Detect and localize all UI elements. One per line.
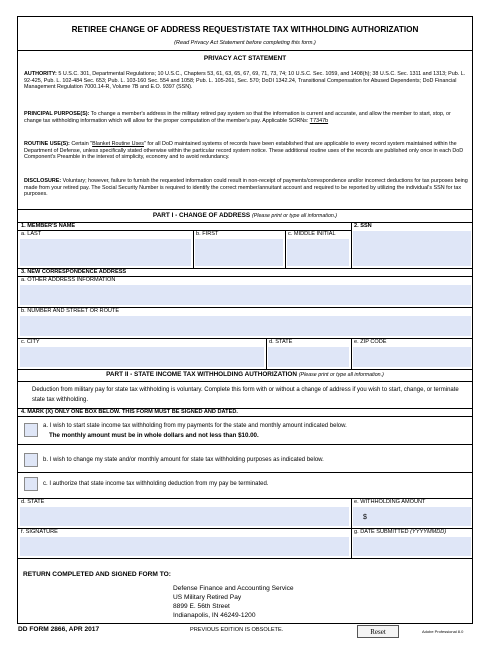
last-name-label: a. LAST — [21, 231, 42, 237]
new-address-label: 3. NEW CORRESPONDENCE ADDRESS — [21, 269, 127, 275]
first-name-label: b. FIRST — [196, 231, 219, 237]
option-b-label: b. I wish to change my state and/or monthly amount for state tax withholding purposes as indicated below. — [43, 457, 324, 463]
disclosure-paragraph — [24, 178, 468, 198]
sorn-link[interactable]: T7347b — [309, 117, 329, 124]
tax-state-input[interactable] — [20, 507, 349, 526]
other-address-input[interactable] — [20, 285, 471, 305]
disclosure-text: Voluntary; however, failure to furnish the requested information could result in non-receipt of payments/correspondence and/or incorrect deductions for tax purposes being made from your retired pay. The Social Security Number is required to identify the correct member/annuitant account and required to be reported by utilizing the individual's SSN for tax purposes. — [24, 178, 468, 198]
tax-state-label: d. STATE — [21, 499, 45, 505]
divider — [351, 338, 352, 369]
divider — [18, 338, 472, 339]
form-subtitle: (Read Privacy Act Statement before completing this form.) — [174, 40, 316, 46]
form-id: DD FORM 2866, APR 2017 — [18, 626, 100, 633]
option-a-note: The monthly amount must be in whole dollars and not less than $10.00. — [49, 432, 259, 439]
disclosure-label: DISCLOSURE: — [24, 178, 62, 184]
first-name-input[interactable] — [195, 239, 283, 266]
divider — [18, 222, 472, 223]
ssn-input[interactable] — [353, 231, 471, 266]
city-input[interactable] — [20, 347, 264, 367]
return-line-3: 8899 E. 56th Street — [173, 603, 230, 610]
reset-button[interactable]: Reset — [357, 625, 399, 638]
return-line-2: US Military Retired Pay — [173, 594, 242, 601]
zip-label: e. ZIP CODE — [354, 339, 387, 345]
signature-label: f. SIGNATURE — [21, 529, 58, 535]
routine-paragraph — [24, 141, 468, 161]
last-name-input[interactable] — [20, 239, 191, 266]
blanket-routine-uses-link[interactable]: Blanket Routine Uses — [92, 141, 144, 147]
option-c-checkbox[interactable] — [24, 477, 38, 491]
return-heading: RETURN COMPLETED AND SIGNED FORM TO: — [23, 571, 171, 578]
middle-initial-input[interactable] — [287, 239, 349, 266]
street-input[interactable] — [20, 316, 471, 336]
middle-initial-label: c. MIDDLE INITIAL — [288, 231, 336, 237]
part2-heading — [18, 371, 472, 378]
form-title: RETIREE CHANGE OF ADDRESS REQUEST/STATE TAX WITHHOLDING AUTHORIZATION — [71, 25, 419, 34]
divider — [18, 558, 472, 559]
routine-pre: Certain " — [69, 141, 93, 147]
divider — [18, 444, 472, 445]
obsolete-notice: PREVIOUS EDITION IS OBSOLETE. — [190, 627, 284, 633]
option-a-label: a. I wish to start state income tax withholding from my payments for the state and monthly amount indicated below. — [43, 423, 347, 429]
purpose-paragraph — [24, 111, 468, 124]
divider — [18, 416, 472, 417]
divider — [18, 50, 472, 51]
zip-input[interactable] — [353, 347, 471, 367]
divider — [18, 209, 472, 210]
divider — [18, 472, 472, 473]
member-name-label: 1. MEMBER'S NAME — [21, 223, 76, 229]
divider — [18, 369, 472, 370]
option-c-label: c. I authorize that state income tax withholding deduction from my pay be terminated. — [43, 481, 269, 487]
part2-intro: Deduction from military pay for state tax withholding is voluntary. Complete this form with or without a change of address if you wish to start, change, or terminate state tax withholding. — [32, 387, 459, 403]
state-input[interactable] — [268, 347, 349, 367]
part2-title: PART II - STATE INCOME TAX WITHHOLDING AUTHORIZATION — [106, 371, 297, 378]
privacy-heading: PRIVACY ACT STATEMENT — [203, 55, 287, 62]
state-label: d. STATE — [269, 339, 293, 345]
adobe-version: Adobe Professional 8.0 — [422, 629, 464, 634]
option-a-checkbox[interactable] — [24, 423, 38, 437]
date-submitted-text: g. DATE SUBMITTED — [354, 529, 411, 535]
other-address-label: a. OTHER ADDRESS INFORMATION — [21, 277, 116, 283]
purpose-text: To change a member's address in the military retired pay system so that the information is current and accurate, and allow the member to start, stop, or change tax withholding information which will allow for the proper computation of the member's pay. Applicable SORNs: — [24, 111, 451, 124]
dollar-sign: $ — [363, 514, 367, 521]
part1-title: PART I - CHANGE OF ADDRESS — [152, 212, 251, 219]
withholding-label: e. WITHHOLDING AMOUNT — [354, 499, 426, 505]
signature-input[interactable] — [20, 537, 349, 556]
ssn-label: 2. SSN — [354, 223, 372, 229]
part1-note: (Please print or type all information.) — [251, 213, 338, 219]
purpose-label: PRINCIPAL PURPOSE(S): — [24, 111, 90, 117]
divider — [18, 381, 472, 382]
part1-heading — [18, 212, 472, 219]
divider — [351, 222, 352, 268]
divider — [193, 230, 194, 268]
option-b-checkbox[interactable] — [24, 453, 38, 467]
divider — [266, 338, 267, 369]
authority-text: 5 U.S.C. 301, Departmental Regulations; 10 U.S.C., Chapters 53, 61, 63, 65, 67, 69, 71, 73, 74; 10 U.S.C. Sec. 1059, and 1408(h); 38 U.S.C. Sec. 1311 and 1313; Pub. L. 92-425, Pub. L. 102-484 Sec. 653; Pub. L. 103-160 Sec. 554 and 1058; Pub. L. 105-261, Sec. 570; DoDI 1342.24, Transitional Compensation for Abused Dependents; DoD Financial Management Regulation 7000.14-R, Volume 7B and E.O. 9397 (SSN). — [24, 71, 466, 91]
routine-label: ROUTINE USE(S): — [24, 141, 70, 147]
street-label: b. NUMBER AND STREET OR ROUTE — [21, 308, 120, 314]
return-address — [173, 584, 294, 620]
mark-one-label: 4. MARK (X) ONLY ONE BOX BELOW. THIS FORM MUST BE SIGNED AND DATED. — [21, 409, 238, 415]
return-line-4: Indianapolis, IN 46249-1200 — [173, 612, 256, 619]
return-line-1: Defense Finance and Accounting Service — [173, 585, 294, 592]
date-format: (YYYYMMDD) — [410, 529, 447, 535]
routine-text: " for all DoD maintained systems of records have been established that are applicable to every record system maintained within the Department of Defense, unless specifically stated otherwise within the particular record system notice. These additional routine uses of the records are published only once in each DoD Component's Preamble in the interest of simplicity, economy and to avoid redundancy. — [24, 141, 464, 161]
authority-label: AUTHORITY: — [24, 71, 57, 77]
part2-note: (Please print or type all information.) — [298, 372, 384, 378]
form-frame — [17, 16, 473, 624]
authority-paragraph — [24, 71, 468, 91]
divider — [285, 230, 286, 268]
date-submitted-input[interactable] — [353, 537, 471, 556]
withholding-input[interactable] — [353, 507, 471, 526]
date-submitted-label — [354, 529, 446, 535]
city-label: c. CITY — [21, 339, 40, 345]
